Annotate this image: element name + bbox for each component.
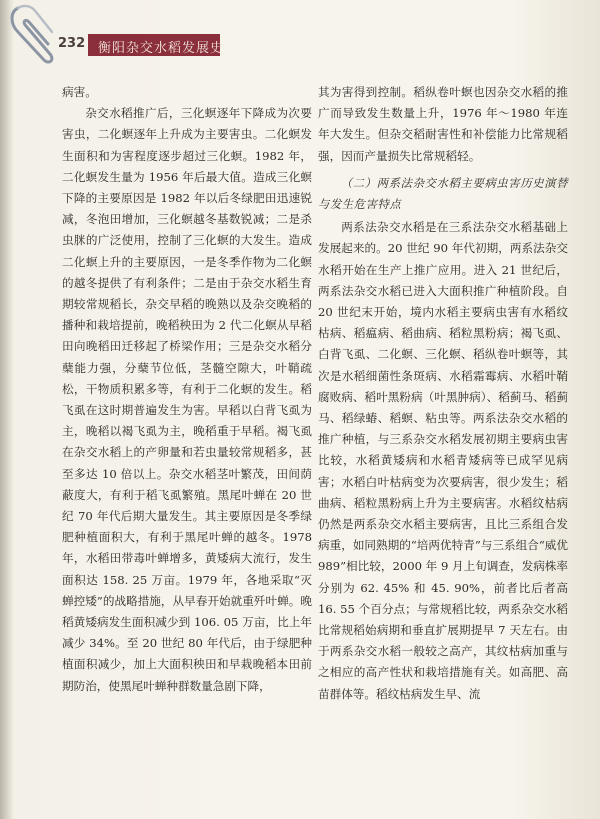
page-number: 232: [58, 36, 86, 51]
paragraph-continuation: 病害。: [62, 85, 97, 99]
section-subheading: （二）两系法杂交水稻主要病虫害历史演替与发生危害特点: [318, 175, 568, 212]
right-column: [318, 82, 568, 705]
paragraph-continuation: 其为害得到控制。稻纵卷叶螟也因杂交水稻的推广而导致发生数量上升，1976 年～1980 年连年大发生。但杂交稻耐害性和补偿能力比常规稻强，因而产量损失比常规稻轻。: [318, 85, 568, 163]
page-header: [0, 34, 600, 58]
left-column: [62, 82, 312, 697]
paragraph-two-line-hybrid-rice: 两系法杂交水稻是在三系法杂交水稻基础上发展起来的。20 世纪 90 年代初期，两系法杂交水稻开始在生产上推广应用。进入 21 世纪后，两系法杂交水稻已进入大面积推广种植阶段。自 20 世纪末开始，境内水稻主要病虫害有水稻纹枯病、稻瘟病、稻曲病、稻粒黑粉病；褐飞虱、白背飞虱、二化螟、三化螟、稻纵卷叶螟等，其次是水稻细菌性条斑病、水稻霜霉病、水稻叶鞘腐败病、稻叶黑粉病（叶黑肿病）、稻蓟马、稻蓟马、稻绿蝽、稻螟、粘虫等。两系法杂交水稻的推广种植，与三系杂交水稻发展初期主要病虫害比较，水稻黄矮病和水稻青矮病等已成罕见病害；水稻白叶枯病变为次要病害，很少发生；稻曲病、稻粒黑粉病上升为主要病害。水稻纹枯病仍然是两系杂交水稻主要病害，且比三系组合发病重，如同熟期的“培两优特青”与三系组合“威优 989”相比较，2000 年 9 月上旬调查，发病株率分别为 62. 45% 和 45. 90%，前者比后者高 16. 55 个百分点；与常规稻比较，两系杂交水稻比常规稻始病期和垂直扩展期提早 7 天左右。由于两系杂交水稻一般较之高产，其纹枯病加重与之相应的高产性状和栽培措施有关。如高肥、高苗群体等。稻纹枯病发生早、流: [318, 220, 568, 701]
book-title: 衡阳杂交水稻发展史: [98, 41, 225, 56]
header-title-bar: [88, 34, 225, 56]
page-gutter-shadow: [0, 0, 14, 819]
paragraph-pest-succession: 杂交水稻推广后，三化螟逐年下降成为次要害虫，二化螟逐年上升成为主要害虫。二化螟发生面积和为害程度逐步超过三化螟。1982 年，二化螟发生量为 1956 年后最大值。造成三化螟下降的主要原因是 1982 年以后冬绿肥田迅速锐减，冬泡田增加，三化螟越冬基数锐减；二是杀虫脒的广泛使用，控制了三化螟的大发生。造成二化螟上升的主要原因，一是冬季作物为二化螟的越冬提供了有利条件；二是由于杂交水稻生育期较常规稻长，杂交早稻的晚熟以及杂交晚稻的播种和栽培提前，晚稻秧田为 2 代二化螟从早稻田向晚稻田迁移起了桥梁作用；三是杂交水稻分蘖能力强，分蘖节位低，茎髓空隙大，叶鞘疏松，干物质积累多等，有利于二化螟的发生。稻飞虱在这时期普遍发生为害。早稻以白背飞虱为主，晚稻以褐飞虱为主，晚稻重于早稻。褐飞虱在杂交水稻上的产卵量和若虫量较常规稻多，甚至多达 10 倍以上。杂交水稻茎叶繁茂，田间荫蔽度大，有利于稻飞虱繁殖。黑尾叶蝉在 20 世纪 70 年代后期大量发生。其主要原因是冬季绿肥种植面积大，有利于黑尾叶蝉的越冬。1978 年，水稻田带毒叶蝉增多，黄矮病大流行，发生面积达 158. 25 万亩。1979 年，各地采取“灭蝉控矮”的战略措施，从早春开始就重歼叶蝉。晚稻黄矮病发生面积减少到 106. 05 万亩，比上年减少 34%。至 20 世纪 80 年代后，由于绿肥种植面积减少，加上大面积秧田和早栽晚稻本田前期防治，使黑尾叶蝉种群数量急剧下降，: [62, 106, 312, 693]
